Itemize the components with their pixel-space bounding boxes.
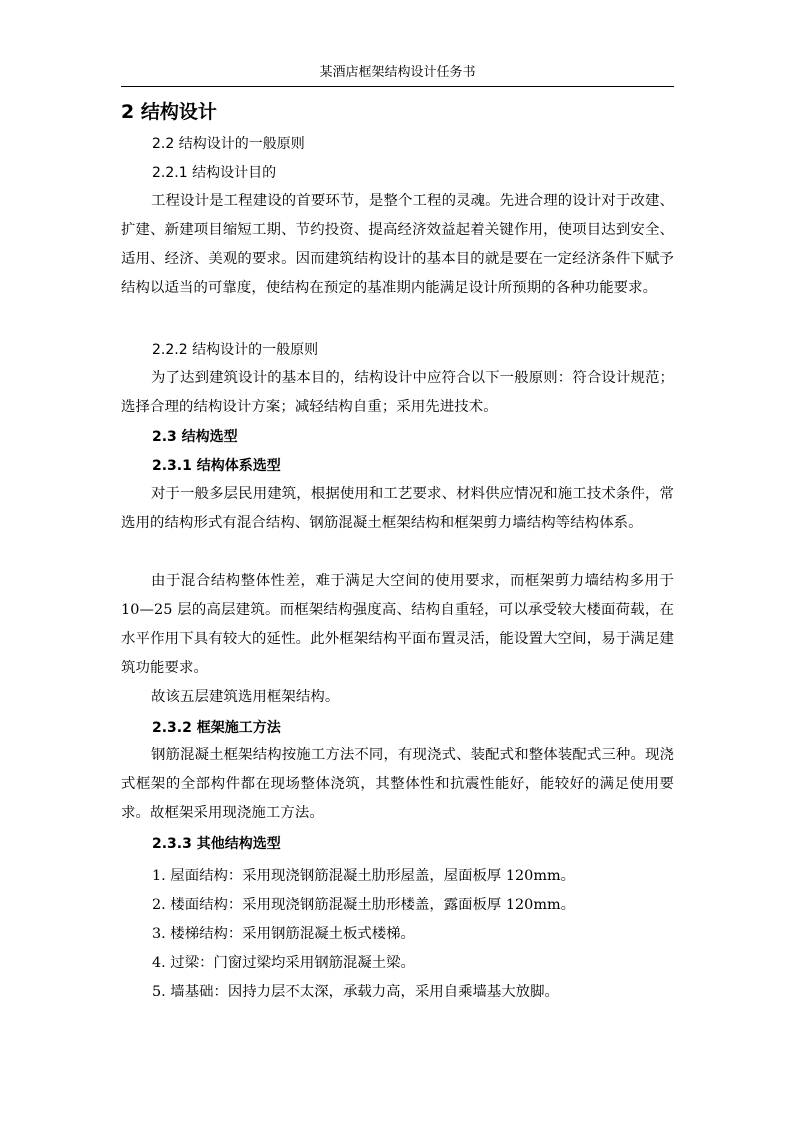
heading-2-2: 2.2 结构设计的一般原则 bbox=[152, 136, 305, 152]
heading-2-2-2: 2.2.2 结构设计的一般原则 bbox=[152, 342, 319, 358]
page-header: 某酒店框架结构设计任务书 bbox=[319, 65, 476, 80]
paragraph-2-2-1: 工程设计是工程建设的首要环节，是整个工程的灵魂。先进合理的设计对于改建、扩建、新建项目缩短工期、节约投资、提高经济效益起着关键作用，使项目达到安全、适用、经济、美观的要求。因而建筑结构设计的基本目的就是要在一定经济条件下赋予结构以适当的可靠度，使结构在预定的基准期内能满足设计所预期的各种功能要求。 bbox=[121, 193, 674, 296]
list-item: 3. 楼梯结构：采用钢筋混凝土板式楼梯。 bbox=[152, 926, 415, 942]
heading-2-2-1: 2.2.1 结构设计目的 bbox=[152, 165, 277, 181]
paragraph-2-3-2: 钢筋混凝土框架结构按施工方法不同，有现浇式、装配式和整体装配式三种。现浇式框架的全部构件都在现场整体浇筑，其整体性和抗震性能好，能较好的满足使用要求。故框架采用现浇施工方法。 bbox=[121, 747, 674, 821]
heading-2-3-2: 2.3.2 框架施工方法 bbox=[152, 720, 281, 736]
paragraph-2-3-1-a: 对于一般多层民用建筑，根据使用和工艺要求、材料供应情况和施工技术条件，常选用的结构形式有混合结构、钢筋混凝土框架结构和框架剪力墙结构等结构体系。 bbox=[121, 486, 674, 531]
heading-2-3-3: 2.3.3 其他结构选型 bbox=[152, 836, 281, 852]
paragraph-2-3-1-b: 由于混合结构整体性差，难于满足大空间的使用要求，而框架剪力墙结构多用于 10—25 层的高层建筑。而框架结构强度高、结构自重轻，可以承受较大楼面荷载，在水平作用下具有较大的延性。此外框架结构平面布置灵活，能设置大空间，易于满足建筑功能要求。 bbox=[121, 573, 674, 676]
section-title: 2 结构设计 bbox=[121, 101, 217, 123]
list-item: 2. 楼面结构：采用现浇钢筋混凝土肋形楼盖，露面板厚 120mm。 bbox=[152, 897, 576, 913]
heading-2-3: 2.3 结构选型 bbox=[152, 429, 238, 445]
header-rule bbox=[121, 86, 674, 87]
list-item: 5. 墙基础：因持力层不太深，承载力高，采用自乘墙基大放脚。 bbox=[152, 984, 559, 1000]
paragraph-2-3-1-c: 故该五层建筑选用框架结构。 bbox=[151, 689, 340, 705]
paragraph-2-2-2: 为了达到建筑设计的基本目的，结构设计中应符合以下一般原则：符合设计规范；选择合理的结构设计方案；减轻结构自重；采用先进技术。 bbox=[121, 370, 674, 415]
list-item: 1. 屋面结构：采用现浇钢筋混凝土肋形屋盖，屋面板厚 120mm。 bbox=[152, 868, 576, 884]
heading-2-3-1: 2.3.1 结构体系选型 bbox=[152, 458, 281, 474]
list-item: 4. 过梁：门窗过梁均采用钢筋混凝土梁。 bbox=[152, 955, 415, 971]
